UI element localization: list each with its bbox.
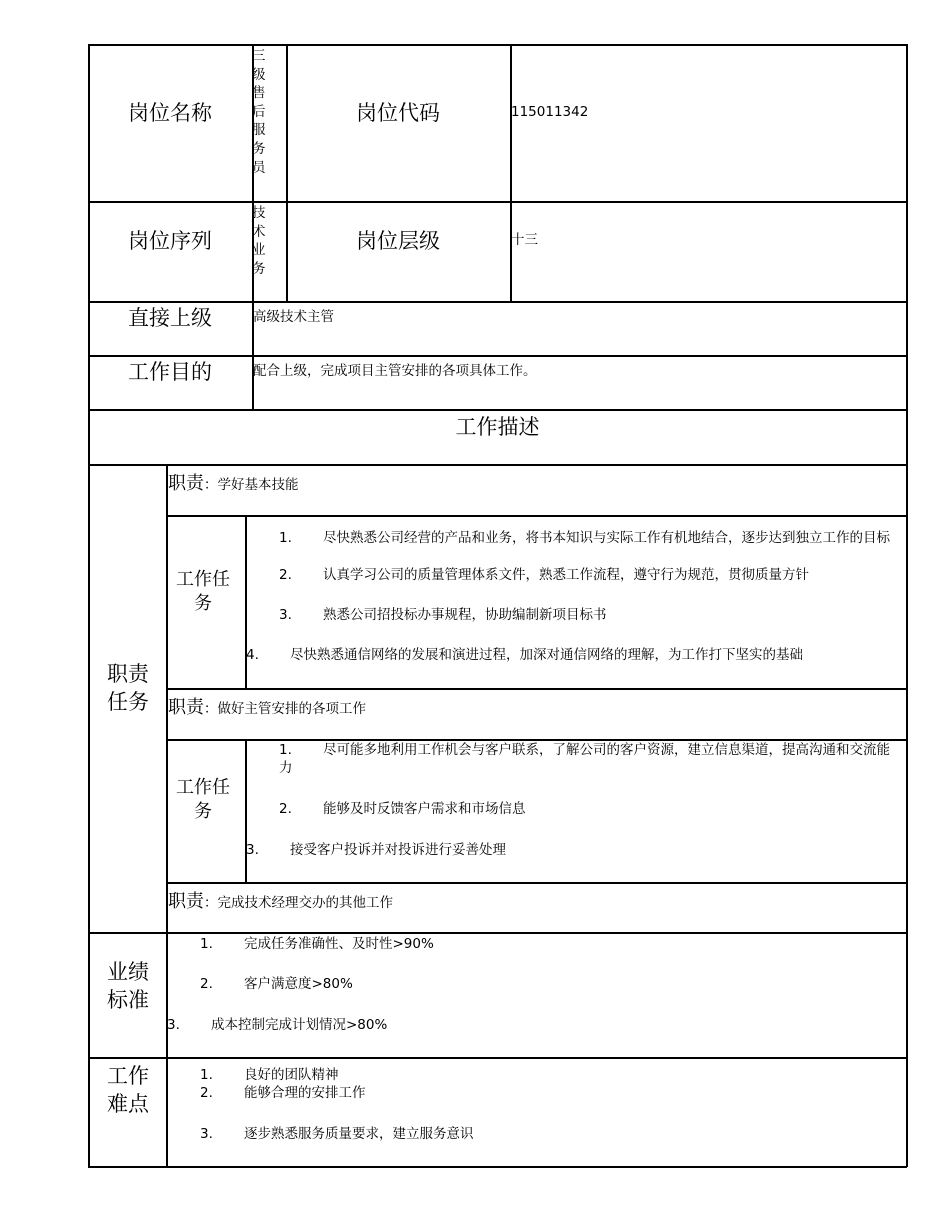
section-title: 工作描述 bbox=[455, 415, 540, 439]
duty-text: ：完成技术经理交办的其他工作 bbox=[204, 895, 393, 911]
difficulty-item: 2. 能够合理的安排工作 bbox=[200, 1085, 366, 1101]
task-item: 1. 尽快熟悉公司经营的产品和业务，将书本知识与实际工作有机地结合，逐步达到独立工作的目标 bbox=[279, 530, 890, 546]
duty-text: ：学好基本技能 bbox=[204, 477, 299, 493]
performance-item: 3. 成本控制完成计划情况>80% bbox=[167, 1017, 388, 1033]
position-sequence-label: 岗位序列 bbox=[128, 229, 212, 253]
position-level-value: 十三 bbox=[511, 232, 538, 248]
difficulty-item: 3. 逐步熟悉服务质量要求，建立服务意识 bbox=[200, 1126, 474, 1142]
difficulty-item: 1. 良好的团队精神 bbox=[200, 1067, 339, 1083]
difficulties-label: 工作难点 bbox=[107, 1064, 149, 1116]
duty-prefix: 职责 bbox=[168, 697, 204, 718]
duty-prefix: 职责 bbox=[168, 473, 204, 494]
duty-2 bbox=[168, 693, 366, 719]
duty-text: ：做好主管安排的各项工作 bbox=[204, 701, 366, 717]
task-item: 3. 接受客户投诉并对投诉进行妥善处理 bbox=[246, 842, 506, 858]
position-code-value: 115011342 bbox=[511, 104, 589, 120]
performance-label: 业绩标准 bbox=[107, 960, 149, 1012]
purpose-label: 工作目的 bbox=[128, 360, 212, 384]
position-code-label: 岗位代码 bbox=[356, 101, 440, 125]
task-item: 2. 能够及时反馈客户需求和市场信息 bbox=[279, 801, 526, 817]
position-level-label: 岗位层级 bbox=[356, 229, 440, 253]
position-name-value: 三级售后服务员 bbox=[252, 48, 266, 176]
task-item: 2. 认真学习公司的质量管理体系文件，熟悉工作流程，遵守行为规范，贯彻质量方针 bbox=[279, 567, 809, 583]
task-item: 4. 尽快熟悉通信网络的发展和演进过程，加深对通信网络的理解，为工作打下坚实的基础 bbox=[246, 647, 803, 663]
supervisor-value: 高级技术主管 bbox=[253, 309, 334, 325]
purpose-value: 配合上级，完成项目主管安排的各项具体工作。 bbox=[253, 363, 537, 379]
duties-section-label: 职责任务 bbox=[107, 662, 149, 714]
performance-item: 1. 完成任务准确性、及时性>90% bbox=[200, 936, 434, 952]
duty-prefix: 职责 bbox=[168, 891, 204, 912]
task-item: 3. 熟悉公司招投标办事规程，协助编制新项目标书 bbox=[279, 607, 607, 623]
task-label: 工作任务 bbox=[176, 569, 230, 614]
task-item: 1. 尽可能多地利用工作机会与客户联系，了解公司的客户资源，建立信息渠道，提高沟通和交流能力 bbox=[279, 742, 890, 776]
position-sequence-value: 技术业务 bbox=[252, 205, 266, 277]
supervisor-label: 直接上级 bbox=[128, 306, 212, 330]
duty-3 bbox=[168, 887, 393, 913]
performance-item: 2. 客户满意度>80% bbox=[200, 976, 353, 992]
task-label: 工作任务 bbox=[176, 777, 230, 822]
duty-1 bbox=[168, 469, 299, 495]
position-name-label: 岗位名称 bbox=[128, 101, 212, 125]
